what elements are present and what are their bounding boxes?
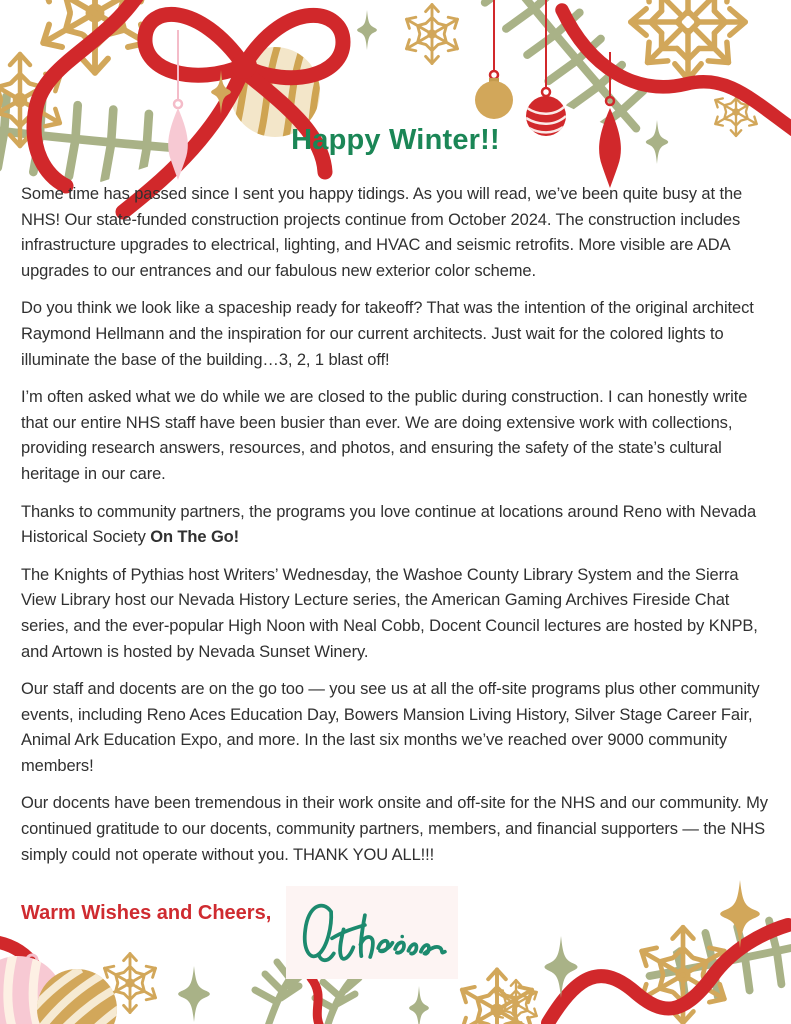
letter-body <box>21 182 771 880</box>
ribbon-icon <box>548 2 791 137</box>
ornament-ball-icon <box>523 0 569 140</box>
sparkle-icon <box>352 10 382 50</box>
page-title: Happy Winter!! <box>291 124 500 156</box>
paragraph: Some time has passed since I sent you happy tidings. As you will read, we’ve been quite busy at the NHS! Our state-funded construction projects continue from October 2024. The construction includes infrastructure upgrades to electrical, lighting, and HVAC and seismic retrofits. More visible are ADA upgrades to our entrances and our fabulous new exterior color scheme. <box>21 185 743 280</box>
paragraph: The Knights of Pythias host Writers’ Wednesday, the Washoe County Library System and the Sierra View Library host our Nevada History Lecture series, the American Gaming Archives Fireside Chat series, and the ever-popular High Noon with Neal Cobb, Docent Council lectures are hosted by KNPB, and Artown is hosted by Nevada Sunset Winery. <box>21 565 758 661</box>
snowflake-icon <box>453 966 541 1024</box>
paragraph-bold-text: On The Go! <box>150 528 240 547</box>
signature-block <box>286 886 458 979</box>
signature-image <box>292 893 452 973</box>
paragraph: Do you think we look like a spaceship ready for takeoff? That was the intention of the original architect Raymond Hellmann and the inspiration for our current architects. Just wait for the colored lights to illuminate the base of the building…3, 2, 1 blast off! <box>21 299 754 369</box>
paragraph: I’m often asked what we do while we are closed to the public during construction. I can honestly write that our entire NHS staff have been busier than ever. We are doing extensive work with collections, providing research answers, resources, and photos, and ensuring the safety of the state’s cultural heritage in our care. <box>21 388 748 483</box>
sparkle-icon <box>710 880 770 948</box>
ornament-ball-icon <box>33 961 121 1024</box>
paragraph <box>21 500 771 551</box>
paragraph-text: Thanks to community partners, the programs you love continue at locations around Reno with Nevada Historical Society <box>21 502 757 547</box>
sparkle-icon <box>170 966 218 1022</box>
ornament-teardrop-icon <box>591 52 629 192</box>
sparkle-icon <box>206 70 236 114</box>
snowflake-icon <box>400 2 464 66</box>
sparkle-icon <box>536 936 586 998</box>
ornament-teardrop-icon <box>156 30 200 182</box>
paragraph: Our docents have been tremendous in their work onsite and off-site for the NHS and our community. My continued gratitude to our docents, community partners, members, and financial supporters — the NHS simply could not operate without you. THANK YOU ALL!!! <box>21 794 768 864</box>
ornament-ball-icon <box>472 0 516 120</box>
sparkle-icon <box>404 986 434 1024</box>
paragraph: Our staff and docents are on the go too — you see us at all the off-site programs plus other community events, including Reno Aces Education Day, Bowers Mansion Living History, Silver Stage Career Fair, Animal Ark Education Expo, and more. In the last six months we’ve reached over 9000 community members! <box>21 680 760 775</box>
closing-line: Warm Wishes and Cheers, <box>21 902 272 924</box>
